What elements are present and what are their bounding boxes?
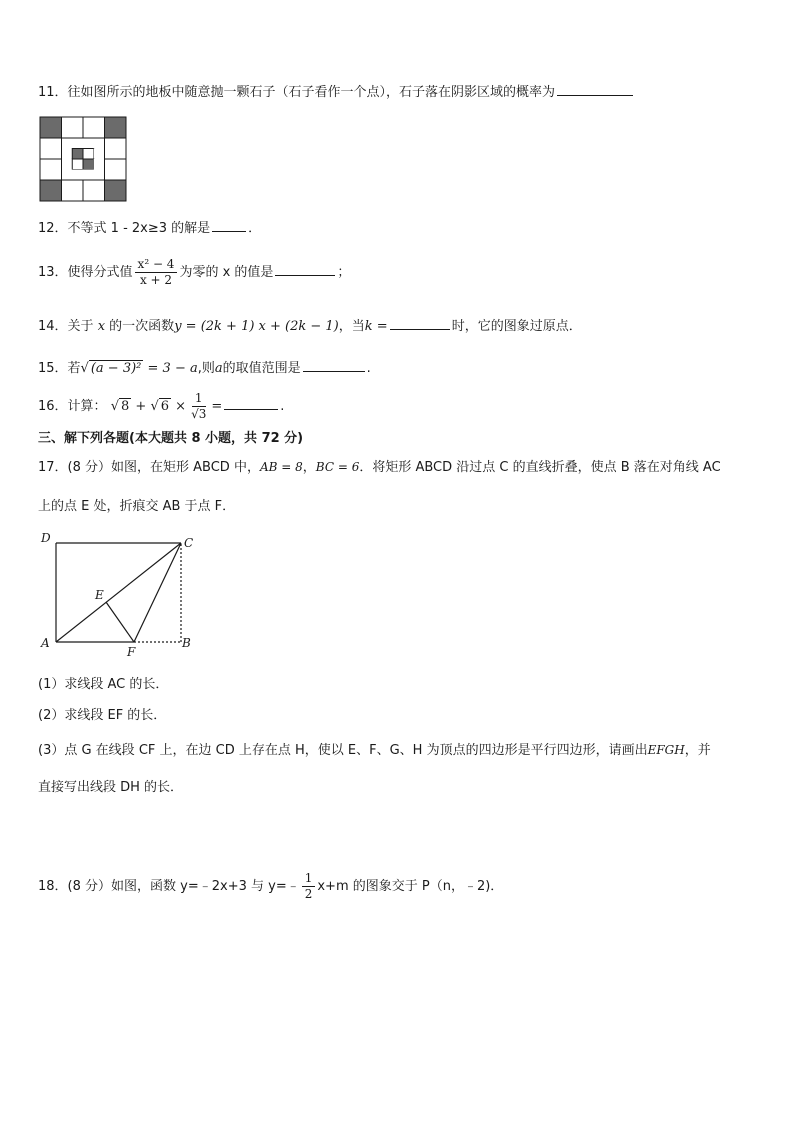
q14-text-post: 时，它的图象过原点．	[451, 319, 582, 334]
shaded-tile	[105, 117, 127, 138]
shaded-small-tile	[83, 159, 94, 170]
q15-var-a: a	[214, 361, 223, 376]
white-small-tile	[83, 170, 94, 181]
q11-text: 11．往如图所示的地板中随意抛一颗石子（石子看作一个点），石子落在阴影区域的概率为	[38, 85, 556, 100]
q14-var-x: x	[97, 319, 106, 334]
q17-part-1: (1）求线段 AC 的长．	[38, 677, 169, 692]
q17-comma: ，	[302, 460, 316, 475]
white-tile	[62, 117, 84, 138]
white-small-tile	[72, 159, 83, 170]
white-tile	[40, 138, 62, 159]
q16-times: ×	[175, 399, 187, 414]
white-small-tile	[72, 170, 83, 181]
q14-text-pre: 14．关于	[38, 319, 94, 334]
q17-text-post: ．将矩形 ABCD 沿过点 C 的直线折叠，使点 B 落在对角线 AC	[359, 460, 721, 475]
q13-text-pre: 13．使得分式值	[38, 265, 133, 280]
white-tile	[83, 180, 105, 201]
white-tile	[105, 159, 127, 180]
q13-text-post: 为零的 x 的值是	[179, 265, 274, 280]
shaded-tile	[105, 180, 127, 201]
q17-rectangle-figure	[38, 530, 198, 660]
q12-line	[38, 218, 261, 238]
q12-answer-blank	[212, 218, 246, 232]
white-tile	[62, 180, 84, 201]
q16-radicand-2: 6	[160, 399, 170, 414]
label-F: F	[127, 645, 136, 659]
q16-numerator: 1	[192, 391, 206, 407]
white-tile	[105, 138, 127, 159]
white-tile	[83, 117, 105, 138]
label-E: E	[95, 588, 104, 602]
shaded-tile	[40, 117, 62, 138]
q17-text-pre: 17．(8 分）如图，在矩形 ABCD 中，	[38, 460, 260, 475]
q16-answer-blank	[224, 396, 278, 410]
section-3-heading: 三、解下列各题(本大题共 8 小题，共 72 分)	[38, 431, 304, 446]
segment-EF	[106, 602, 134, 642]
q17-line-2: 上的点 E 处，折痕交 AB 于点 F．	[38, 499, 236, 514]
q11-floor-figure	[39, 116, 127, 202]
q11-text-line	[38, 82, 635, 102]
label-C: C	[184, 536, 194, 550]
white-small-tile	[83, 149, 94, 160]
q16-denominator: √3	[191, 407, 207, 421]
white-small-tile	[94, 170, 105, 181]
q14-answer-blank	[390, 316, 450, 330]
q16-fraction	[188, 391, 209, 422]
white-small-tile	[94, 159, 105, 170]
q12-end: ．	[248, 221, 262, 236]
q16-end: .	[280, 399, 285, 414]
q15-text-mid: ,则	[197, 361, 215, 376]
q18-numerator: 1	[302, 871, 316, 887]
q17-part-2: (2）求线段 EF 的长．	[38, 708, 167, 723]
q15-text-post: 的取值范围是	[222, 361, 301, 376]
white-small-tile	[62, 159, 73, 170]
q15-radical-sign: √	[80, 361, 89, 376]
q17-part-3-line-1	[38, 741, 711, 760]
q11-answer-blank	[557, 82, 633, 96]
q15-equation: = 3 − a	[147, 361, 198, 376]
white-small-tile	[72, 138, 83, 149]
q16-radical-sign-1: √	[110, 399, 119, 414]
white-small-tile	[83, 138, 94, 149]
q17-part-3-text: (3）点 G 在线段 CF 上，在边 CD 上存在点 H，使以 E、F、G、H 为顶点的四边形是平行四边形，请画出	[38, 743, 648, 758]
q16-line	[38, 390, 284, 424]
q18-denominator: 2	[304, 887, 313, 901]
q13-answer-blank	[275, 262, 335, 276]
white-small-tile	[62, 170, 73, 181]
q17-part-3-post: ，并	[684, 743, 711, 758]
q13-end: ；	[337, 265, 351, 280]
q14-var-k: k =	[364, 319, 388, 334]
q15-radicand: (a − 3)²	[90, 361, 142, 376]
q15-answer-blank	[303, 358, 365, 372]
q17-line-1	[38, 458, 721, 477]
q13-line	[38, 256, 350, 290]
q16-text-pre: 16．计算：	[38, 399, 107, 414]
shaded-tile	[40, 180, 62, 201]
white-small-tile	[62, 138, 73, 149]
q15-end: .	[366, 361, 371, 376]
white-small-tile	[94, 149, 105, 160]
q16-equals: =	[211, 399, 223, 414]
q17-ab: AB = 8	[259, 460, 303, 474]
q17-efgh: EFGH	[647, 743, 685, 757]
shaded-small-tile	[72, 149, 83, 160]
label-A: A	[41, 636, 50, 650]
q14-text-mid2: ，当	[338, 319, 365, 334]
q18-text-pre: 18．(8 分）如图，函数 y=﹣2x+3 与 y=﹣	[38, 879, 300, 894]
white-small-tile	[94, 138, 105, 149]
q14-line	[38, 316, 582, 336]
q16-radical-sign-2: √	[150, 399, 159, 414]
white-small-tile	[62, 149, 73, 160]
label-B: B	[182, 636, 191, 650]
crease-CF	[134, 543, 181, 642]
q18-line	[38, 870, 503, 904]
q14-formula: y = (2k + 1) x + (2k − 1)	[174, 319, 339, 334]
q18-fraction	[302, 871, 316, 902]
q17-part-3-line-2: 直接写出线段 DH 的长．	[38, 780, 184, 795]
diagonal-AC	[56, 543, 181, 642]
q12-text: 12．不等式 1 - 2x≥3 的解是	[38, 221, 211, 236]
q17-bc: BC = 6	[315, 460, 360, 474]
q13-numerator: x² − 4	[135, 257, 178, 273]
q15-text-pre: 15．若	[38, 361, 81, 376]
q15-line	[38, 358, 371, 378]
q18-text-post: x+m 的图象交于 P（n，﹣2)．	[317, 879, 504, 894]
q16-radicand-1: 8	[120, 399, 130, 414]
q14-text-mid: 的一次函数	[109, 319, 175, 334]
q16-plus: +	[135, 399, 147, 414]
white-tile	[40, 159, 62, 180]
q13-denominator: x + 2	[139, 273, 173, 287]
label-D: D	[41, 531, 51, 545]
q13-fraction	[135, 257, 178, 288]
